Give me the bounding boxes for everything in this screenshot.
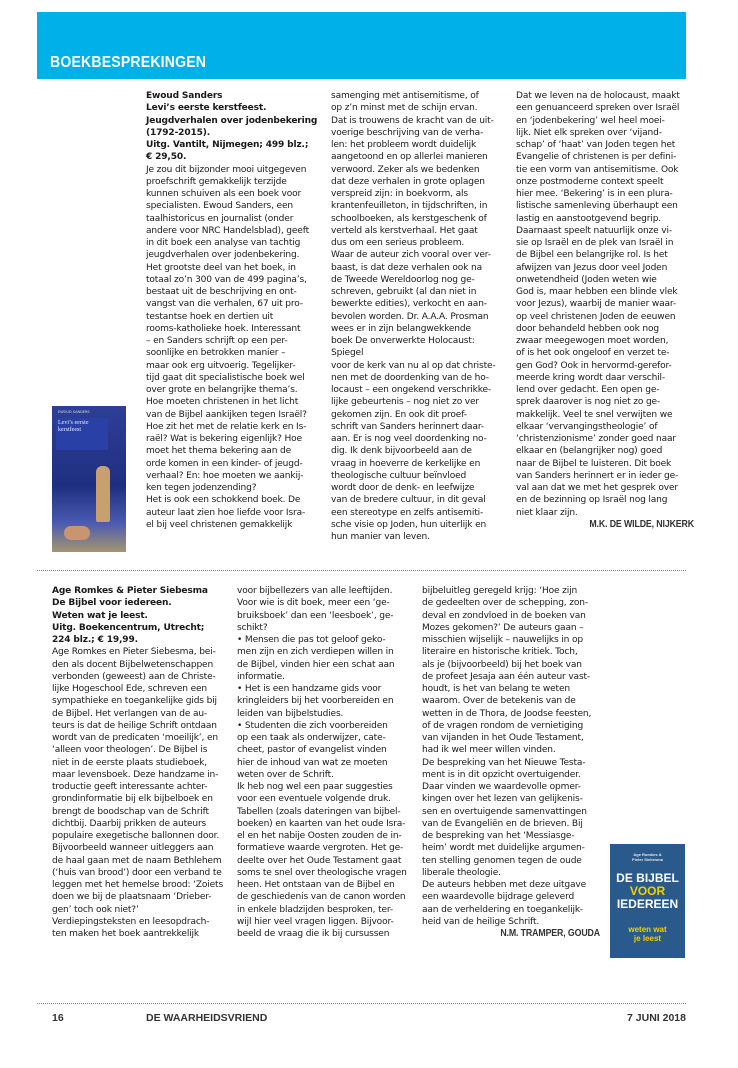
body-line: schap’ of ‘haat’ van Joden tegen het xyxy=(516,140,676,150)
body-line: bruiksboek’ dan een ‘leesboek’, ge- xyxy=(237,610,394,621)
body-line: boek De onverwerkte Holocaust: Spiegel xyxy=(331,336,475,359)
book-cover-de-bijbel-voor-iedereen xyxy=(610,844,685,958)
body-line: sympathieke en toegankelijke gids bij xyxy=(52,696,217,707)
body-line: bevolen worden. Dr. A.A.A. Prosman xyxy=(331,311,489,322)
body-line: weten over de Schrift. xyxy=(237,769,334,780)
body-line: meerde kring wordt daar verschil- xyxy=(516,372,666,383)
body-line: populaire exegetische ballonnen door. xyxy=(52,831,220,841)
body-line: beeld de vraag die ik bij cursussen xyxy=(237,929,390,939)
body-line: nen met de doordenking van de ho- xyxy=(331,372,489,383)
review1-column2 xyxy=(331,90,509,543)
body-line: waarom. Over de betekenis van de xyxy=(422,696,576,707)
body-line: aan de verheldering en toegankelijk- xyxy=(422,904,584,915)
body-line: moet het thema bekering aan de xyxy=(146,446,292,457)
book-info-line: 224 blz.; € 19,99. xyxy=(52,635,138,645)
body-line: als je (bijvoorbeeld) bij het boek van xyxy=(422,659,582,670)
body-line: testantse hoek en dertien uit xyxy=(146,311,274,322)
body-line: gekomen zijn. En ook dit proef- xyxy=(331,409,467,420)
body-line: sprek daarover is nog niet zo ge- xyxy=(516,397,661,408)
body-line: teurs is dat de heilige Schrift ontdaan xyxy=(52,720,217,731)
body-line: – en Sanders schrijft op een per- xyxy=(146,336,288,346)
review1-column1 xyxy=(146,90,324,531)
body-line: verbonden (geweest) aan de Christe- xyxy=(52,671,216,682)
body-line: heid van de heilige Schrift. xyxy=(422,916,540,927)
book-cover-levis-eerste-kerstfeest xyxy=(52,406,126,552)
body-line: God is, maar hebben een blinde vlek xyxy=(516,287,678,297)
body-line: Age Romkes en Pieter Siebesma, bei- xyxy=(52,647,216,658)
body-line: ‘alleen voor theologen’. De Bijbel is xyxy=(52,745,208,756)
review2-column1 xyxy=(52,585,230,940)
body-line: lijk. Niet elk spreken over ‘vijand- xyxy=(516,127,662,138)
body-line: schreven, gebruikt (al dan niet in xyxy=(331,287,477,297)
body-line: bewerkte edities), verkocht en aan- xyxy=(331,299,487,310)
body-line: had ik wel meer willen vinden. xyxy=(422,745,556,756)
body-line: deval en zondvloed in de boeken van xyxy=(422,610,586,621)
body-line: el bij veel christenen gemakkelijk xyxy=(146,519,293,530)
body-line: Dat we leven na de holocaust, maakt xyxy=(516,91,680,101)
body-line: Je zou dit bijzonder mooi uitgegeven xyxy=(146,164,307,175)
body-line: theologische cultuur beïnvloed xyxy=(331,470,467,481)
body-line: • Mensen die pas tot geloof geko- xyxy=(237,635,386,645)
body-line: wijl hier veel vragen liggen. Bijvoor- xyxy=(237,916,394,927)
book-info-line: Jeugdverhalen over jodenbekering xyxy=(146,115,318,126)
body-line: op z’n minst met de schijn ervan. xyxy=(331,103,478,114)
body-line: dichtbij. Daarbij prikken de auteurs xyxy=(52,818,207,829)
body-line: Mozes gekomen?’ De auteurs gaan – xyxy=(422,622,584,633)
body-line: ten stelling genomen tegen de oude xyxy=(422,855,582,866)
body-line: of de vragen rondom de vernietiging xyxy=(422,720,584,731)
body-line: en ‘jodenbekering’ wel heel moei- xyxy=(516,115,665,126)
body-line: taalhistoricus en journalist (onder xyxy=(146,213,294,224)
body-line: wordt van de predicaten ‘moeilijk’, en xyxy=(52,733,218,743)
body-line: heim’ wordt met duidelijke argumen- xyxy=(422,843,585,854)
body-line: literaire en historische kritiek. Toch, xyxy=(422,647,578,658)
body-line: krantenfeuilleton, in tijdschriften, in xyxy=(331,201,488,212)
body-line: door behandeld hebben ook nog xyxy=(516,323,659,334)
body-line: dus om een serieus probleem. xyxy=(331,238,465,248)
book-info-line: (1792-2015). xyxy=(146,127,211,138)
body-line: ment is in dit opzicht overtuigender. xyxy=(422,769,581,780)
body-line: van vijanden in het Oude Testament, xyxy=(422,733,584,743)
body-line: naar de Bijbel te luisteren. Dit boek xyxy=(516,458,672,469)
body-line: den als docent Bijbelwetenschappen xyxy=(52,659,214,670)
body-line: de Bijbel. Het verlangen van de au- xyxy=(52,708,208,719)
body-line: Hoe moeten christenen in het licht xyxy=(146,397,299,408)
cover-title: DE BIJBEL VOOR IEDEREEN xyxy=(616,871,679,911)
body-line: soonlijke en betrokken manier – xyxy=(146,348,286,359)
body-line: Ik heb nog wel een paar suggesties xyxy=(237,782,393,792)
body-line: totaal zo’n 300 van de 499 pagina’s, xyxy=(146,274,307,285)
body-line: formatieve waarde vergroten. Het ge- xyxy=(237,843,404,854)
body-line: de Tweede Wereldoorlog nog ge- xyxy=(331,274,475,285)
body-line: proefschrift gemakkelijk terzijde xyxy=(146,176,287,187)
body-line: len: het probleem wordt duidelijk xyxy=(331,140,477,150)
body-line: maar ook erg uitvoerig. Tegelijker- xyxy=(146,360,296,371)
body-line: Waar de auteur zich vooral over ver- xyxy=(331,250,491,261)
body-line: orde komen in een kinder- of jeugd- xyxy=(146,458,303,469)
body-line: van de bredere cultuur, in dit geval xyxy=(331,495,486,506)
body-line: • Studenten die zich voorbereiden xyxy=(237,720,388,731)
body-line: elkaar en (belangrijker nog) goed xyxy=(516,446,663,457)
body-line: over grote en belangrijke thema’s. xyxy=(146,385,298,395)
body-line: aan. Er is nog veel doordenking no- xyxy=(331,434,487,444)
body-line: elkaar ‘vervangingstheologie’ of xyxy=(516,421,658,432)
body-line: grondinformatie bij elk bijbelboek en xyxy=(52,794,213,805)
body-line: sen en overtuigende samenvattingen xyxy=(422,806,587,817)
body-line: Verdiepingsteksten en leesopdrach- xyxy=(52,916,210,927)
body-line: heen. Het ontstaan van de Bijbel en xyxy=(237,880,395,890)
body-line: gen God? Ook in hervormd-gerefor- xyxy=(516,360,672,371)
body-line: Bijvoorbeeld wanneer uitleggers aan xyxy=(52,843,214,854)
body-line: rooms-katholieke hoek. Interessant xyxy=(146,323,301,334)
book-info-line: Uitg. Vantilt, Nijmegen; 499 blz.; xyxy=(146,140,309,150)
section-title: BOEKBESPREKINGEN xyxy=(50,54,207,71)
book-info-line: Uitg. Boekencentrum, Utrecht; xyxy=(52,622,205,633)
body-line: dat deze verhalen in grote oplagen xyxy=(331,176,485,187)
reviewer-signature: M.K. DE WILDE, NIJKERK xyxy=(589,518,694,530)
body-line: soms te snel over theologische vragen xyxy=(237,867,407,878)
body-line: zwaar meegewogen moet worden, xyxy=(516,336,669,346)
body-line: de bespreking van het ‘Messiasge- xyxy=(422,831,575,841)
body-line: liberale theologie. xyxy=(422,867,501,878)
body-line: in dit boek een analyse van tachtig xyxy=(146,238,301,248)
footer-divider xyxy=(37,1003,686,1004)
book-info-line: Levi’s eerste kerstfeest. xyxy=(146,103,267,114)
body-line: de Bijbel, vinden hier een schat aan xyxy=(237,659,395,670)
body-line: de profeet Jesaja aan één auteur vast- xyxy=(422,671,591,682)
body-line: de gedeelten over de schepping, zon- xyxy=(422,598,588,609)
reviewer-signature: N.M. TRAMPER, GOUDA xyxy=(500,928,600,939)
cover-subtitle: weten wat je leest xyxy=(628,925,667,943)
body-line: een waardevolle bijdrage geleverd xyxy=(422,892,575,903)
body-line: niet klaar zijn. xyxy=(516,507,578,518)
body-line: ken tegen jodenzending? xyxy=(146,483,257,493)
review2-column2 xyxy=(237,585,415,940)
body-line: hier mee. ‘Bekering’ is in een plura- xyxy=(516,189,673,199)
body-line: Daarnaast speelt natuurlijk onze vi- xyxy=(516,225,672,236)
body-line: voor de kerk van nu al op dat christe- xyxy=(331,360,496,371)
body-line: Voor wie is dit boek, meer een ‘ge- xyxy=(237,598,390,609)
body-line: voor Jezus), waarbij de manier waar- xyxy=(516,299,677,310)
body-line: de Bijbel een belangrijke rol. Is het xyxy=(516,250,668,261)
body-line: troductie geeft interessante achter- xyxy=(52,782,208,792)
cover-title: Levi’s eerste kerstfeest xyxy=(56,418,108,450)
body-line: verspreid zijn: in boekvorm, als xyxy=(331,189,468,199)
body-line: Evangelie of christenen is per defini- xyxy=(516,152,677,163)
issue-date: 7 JUNI 2018 xyxy=(627,1012,686,1024)
body-line: schikt? xyxy=(237,622,268,633)
body-line: dig. Ik denk bijvoorbeeld aan de xyxy=(331,446,472,457)
body-line: kunnen schuiven als een boek voor xyxy=(146,189,302,199)
body-line: ‘christenzionisme’ zonder goed naar xyxy=(516,434,676,444)
body-line: tijd gaat dit specialistische boek wel xyxy=(146,372,305,383)
body-line: lastig en aanstootgevend begrip. xyxy=(516,213,662,224)
body-line: voor een eventuele volgende druk. xyxy=(237,794,391,805)
body-line: raël? Wat is bekering eigenlijk? Hoe xyxy=(146,434,302,444)
body-line: verteld als kerstverhaal. Het gaat xyxy=(331,225,478,236)
body-line: vangst van die verhalen, 67 uit pro- xyxy=(146,299,303,310)
section-banner xyxy=(37,12,686,79)
body-line: De auteurs hebben met deze uitgave xyxy=(422,880,587,890)
body-line: boeken) en kaarten van het oude Isra- xyxy=(237,818,406,829)
body-line: en de bezinning op Israël nog lang xyxy=(516,495,668,506)
cover-figure xyxy=(96,466,110,522)
body-line: op veel christenen Joden de eeuwen xyxy=(516,311,676,322)
body-line: brengt de boodschap van de Schrift xyxy=(52,806,209,817)
body-line: leiden van bijbelstudies. xyxy=(237,708,344,719)
body-line: een stereotype en zelfs antisemiti- xyxy=(331,507,484,518)
body-line: wetten in de Thora, de Joodse feesten, xyxy=(422,708,592,719)
body-line: hier de inhoud van wat ze moeten xyxy=(237,757,388,768)
section-divider xyxy=(37,570,686,571)
body-line: of is het ook ongeloof en verzet te- xyxy=(516,348,670,359)
body-line: maar levensboek. Deze handzame in- xyxy=(52,769,219,780)
body-line: Tabellen (zoals dateringen van bijbel- xyxy=(237,806,401,817)
body-line: niet in de eerste plaats studieboek, xyxy=(52,757,207,768)
body-line: onze postmoderne context speelt xyxy=(516,176,664,187)
publication-name: DE WAARHEIDSVRIEND xyxy=(146,1012,268,1024)
cover-author: Age Romkes & Pieter Siebesma xyxy=(632,852,663,862)
body-line: voor bijbellezers van alle leeftijden. xyxy=(237,586,393,596)
body-line: van de Bijbel aankijken tegen Israël? xyxy=(146,409,307,420)
body-line: Daar vinden we waardevolle opmer- xyxy=(422,782,581,792)
body-line: sche visie op Joden, hun uiterlijk en xyxy=(331,519,487,530)
body-line: doen we bij de plaatsnaam ‘Drieber- xyxy=(52,892,212,903)
body-line: onwetendheid (Joden weten wie xyxy=(516,274,657,285)
body-line: van de Evangeliën en de brieven. Bij xyxy=(422,818,583,829)
body-line: men zijn en zich verdiepen willen in xyxy=(237,647,394,658)
body-line: deelte over het Oude Testament gaat xyxy=(237,855,402,866)
book-info-line: Weten wat je leest. xyxy=(52,610,148,621)
body-line: van Sanders herinnert er in ieder ge- xyxy=(516,470,679,481)
body-line: vraag in hoeverre de kerkelijke en xyxy=(331,458,481,469)
body-line: makkelijk. Veel te snel verwijten we xyxy=(516,409,673,420)
body-line: Het is ook een schokkend boek. De xyxy=(146,495,301,506)
book-info-line: De Bijbel voor iedereen. xyxy=(52,598,172,609)
body-line: kingen over het lezen van gelijkenis- xyxy=(422,794,583,805)
body-line: Het grootste deel van het boek, in xyxy=(146,262,296,273)
body-line: locaust – een ongekend verschrikke- xyxy=(331,385,492,395)
body-line: wees er in zijn belangwekkende xyxy=(331,323,471,334)
body-line: lijke gebeurtenis – nog niet zo ver xyxy=(331,397,479,408)
body-line: de geschiedenis van de canon worden xyxy=(237,892,406,903)
cover-dog xyxy=(64,526,90,540)
review2-column3 xyxy=(422,585,600,940)
body-line: een genuanceerd spreken over Israël xyxy=(516,103,680,114)
body-line: wordt door de denk- en leefwijze xyxy=(331,483,475,493)
book-info-line: € 29,50. xyxy=(146,152,187,163)
body-line: bijbeluitleg geregeld krijg: ‘Hoe zijn xyxy=(422,586,578,596)
body-line: voerige beschrijving van de verha- xyxy=(331,127,484,138)
body-line: op een taak als onderwijzer, cate- xyxy=(237,733,386,743)
body-line: specialisten. Ewoud Sanders, een xyxy=(146,201,293,212)
body-line: jeugdverhalen over jodenbekering. xyxy=(146,250,300,261)
body-line: sie op Israël en de plek van Israël in xyxy=(516,238,674,248)
body-line: andere voor NRC Handelsblad), geeft xyxy=(146,225,310,236)
body-line: gen’ toch ook niet?’ xyxy=(52,904,139,915)
body-line: kringleiders bij het voorbereiden en xyxy=(237,696,394,707)
body-line: afwijzen van Jezus door veel Joden xyxy=(516,262,668,273)
body-line: tie een vorm van antisemitisme. Ook xyxy=(516,164,679,175)
body-line: (‘huis van brood’) door een verband te xyxy=(52,867,222,878)
body-line: samenging met antisemitisme, of xyxy=(331,91,479,101)
body-line: Dat is trouwens de kracht van de uit- xyxy=(331,115,494,126)
body-line: schrift van Sanders herinnert daar- xyxy=(331,421,484,432)
body-line: verhaal? En: hoe moeten we aankij- xyxy=(146,470,304,481)
body-line: in enkele bladzijden besproken, ter- xyxy=(237,904,394,915)
body-line: • Het is een handzame gids voor xyxy=(237,684,382,694)
body-line: lijke Hogeschool Ede, schreven een xyxy=(52,684,208,694)
body-line: val aan dat we met het gesprek over xyxy=(516,483,678,493)
body-line: auteur laat zien hoe liefde voor Isra- xyxy=(146,507,306,518)
body-line: cheet, pastor of evangelist vinden xyxy=(237,745,387,756)
body-line: De bespreking van het Nieuwe Testa- xyxy=(422,757,586,768)
body-line: el en het nabije Oosten zouden de in- xyxy=(237,831,402,841)
book-info-line: Age Romkes & Pieter Siebesma xyxy=(52,586,208,596)
cover-author: EWOUD SANDERS xyxy=(58,410,90,414)
body-line: Hoe zit het met de relatie kerk en Is- xyxy=(146,421,307,432)
body-line: hun manier van leven. xyxy=(331,532,430,542)
body-line: houdt, is het van belang te weten xyxy=(422,684,570,694)
body-line: aangetoond en op allerlei manieren xyxy=(331,152,488,163)
page-number: 16 xyxy=(52,1012,64,1024)
body-line: informatie. xyxy=(237,671,285,682)
body-line: lend over gedacht. Een open ge- xyxy=(516,385,660,395)
body-line: verwoord. Zeker als we bedenken xyxy=(331,164,480,175)
body-line: leggen met het hemelse brood: ‘Zoiets xyxy=(52,880,224,890)
book-info-line: Ewoud Sanders xyxy=(146,91,223,101)
body-line: listische samenleving überhaupt een xyxy=(516,201,678,212)
body-line: baast, is dat deze verhalen ook na xyxy=(331,262,482,273)
body-line: bestaat uit de beschrijving en ont- xyxy=(146,287,297,297)
body-line: schoolboeken, als kerstgeschenk of xyxy=(331,213,487,224)
body-line: ten maken het boek aantrekkelijk xyxy=(52,929,200,939)
body-line: misschien wijselijk – nauwelijks in op xyxy=(422,635,583,645)
review1-column3 xyxy=(516,90,694,531)
body-line: de haal gaan met de naam Bethlehem xyxy=(52,855,222,866)
